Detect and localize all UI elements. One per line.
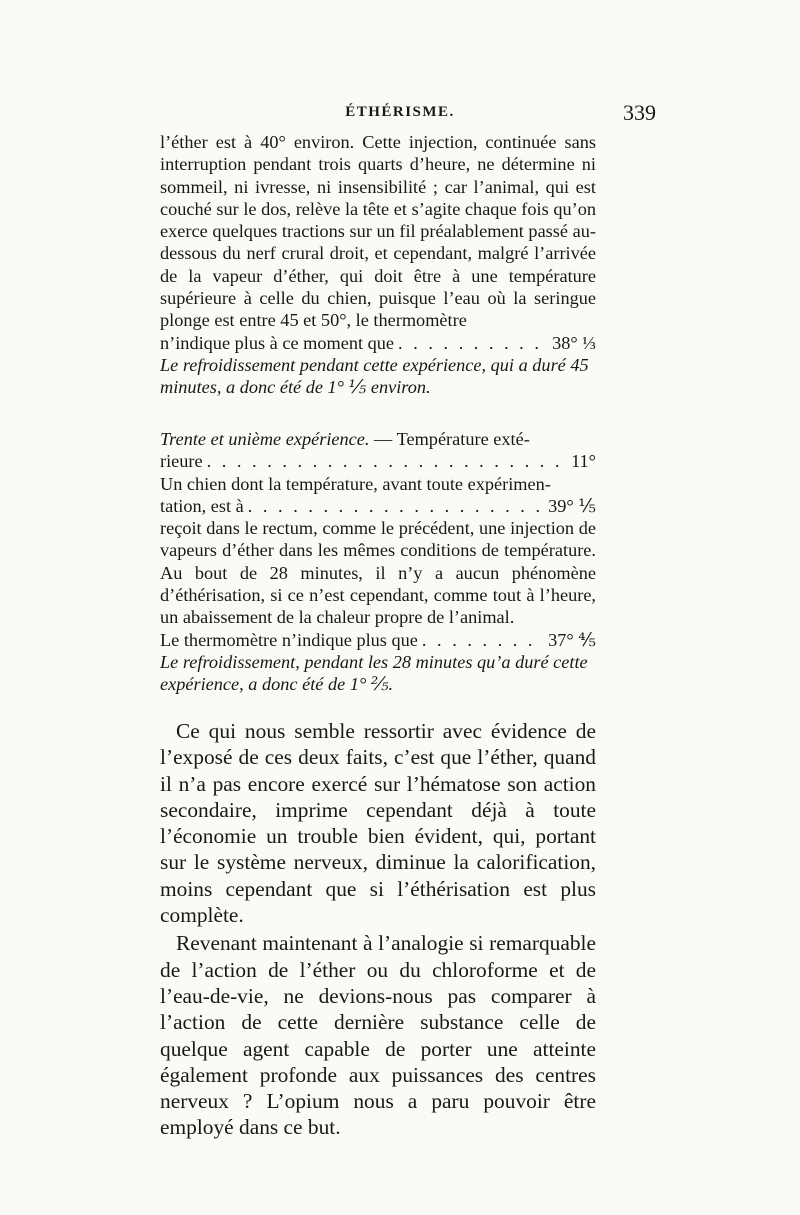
experiment-31-line3: Un chien dont la température, avant toute expérimen- — [160, 473, 551, 494]
experiment-30-body: l’éther est à 40° environ. Cette injection, continuée sans interruption pendant trois quarts d’heure, ne détermine ni sommeil, ni ivresse, ni insensibilité ; car l’animal, qui est couché sur le dos, relève la tête et s’agite chaque fois qu’on exerce quelques tractions sur un fil préalablement passé au-dessous du nerf crural droit, et cependant, malgré l’arrivée de la vapeur d’éther, qui doit être à une température supérieure à celle du chien, puisque l’eau où la seringue plonge est entre 45 et 50°, le thermomètre — [160, 132, 596, 331]
final-reading-value: 38° ⅓ — [552, 332, 596, 353]
running-title: ÉTHÉRISME. — [345, 104, 455, 120]
page-header — [140, 100, 660, 130]
dot-leader — [398, 332, 548, 354]
experiment-31-final-reading — [160, 629, 596, 651]
paragraph-conclusion: Ce qui nous semble ressortir avec évidence de l’exposé de ces deux faits, c’est que l’éther, quand il n’a pas encore exercé sur l’hématose son action secondaire, imprime cependant déjà à toute l’économie un trouble bien évident, qui, portant sur le système nerveux, diminue la calorification, moins cependant que si l’éthérisation est plus complète. — [160, 719, 596, 928]
dot-leader — [248, 495, 544, 517]
paragraph-opium: Revenant maintenant à l’analogie si remarquable de l’action de l’éther ou du chloroforme et de l’eau-de-vie, ne devions-nous pas comparer à l’action de cette dernière substance celle de quelque agent capable de porter une atteinte également profonde aux puissances des centres nerveux ? L’opium nous a paru pouvoir être employé dans ce but. — [160, 931, 596, 1140]
experiment-30-final-reading — [160, 332, 596, 354]
experiment-31-heading-line — [160, 428, 596, 450]
dot-leader — [422, 629, 544, 651]
discussion-section — [160, 718, 596, 1141]
title-rest: Température exté- — [396, 429, 530, 449]
title-dash: — — [374, 429, 393, 449]
experiment-30-conclusion: Le refroidissement pendant cette expérience, qui a duré 45 minutes, a donc été de 1° ⅕ environ. — [160, 354, 589, 398]
final-reading-value: 37° ⅘ — [548, 629, 596, 650]
final-reading-label: n’indique plus à ce moment que — [160, 332, 395, 353]
final-reading-label: Le thermomètre n’indique plus que — [160, 629, 418, 650]
exterior-temperature-row — [160, 450, 596, 472]
experiment-31-conclusion: Le refroidissement, pendant les 28 minutes qu’a duré cette expérience, a donc été de 1° ⅖. — [160, 651, 588, 695]
initial-label: tation, est à — [160, 495, 244, 516]
experiment-31-section — [160, 428, 596, 696]
experiment-31-body: reçoit dans le rectum, comme le précédent, une injection de vapeurs d’éther dans les mêmes conditions de température. Au bout de 28 minutes, il n’y a aucun phénomène d’éthérisation, si ce n’est cependant, comme tout à l’heure, un abaissement de la chaleur propre de l’animal. — [160, 518, 596, 628]
initial-value: 39° ⅕ — [548, 495, 596, 516]
experiment-30-section — [160, 131, 596, 399]
experiment-31-title: Trente et unième expérience. — [160, 429, 370, 449]
exterior-label: rieure — [160, 451, 203, 472]
exterior-value: 11° — [571, 451, 596, 472]
page-number: 339 — [623, 100, 656, 125]
dot-leader — [207, 450, 567, 472]
initial-temperature-row — [160, 495, 596, 517]
